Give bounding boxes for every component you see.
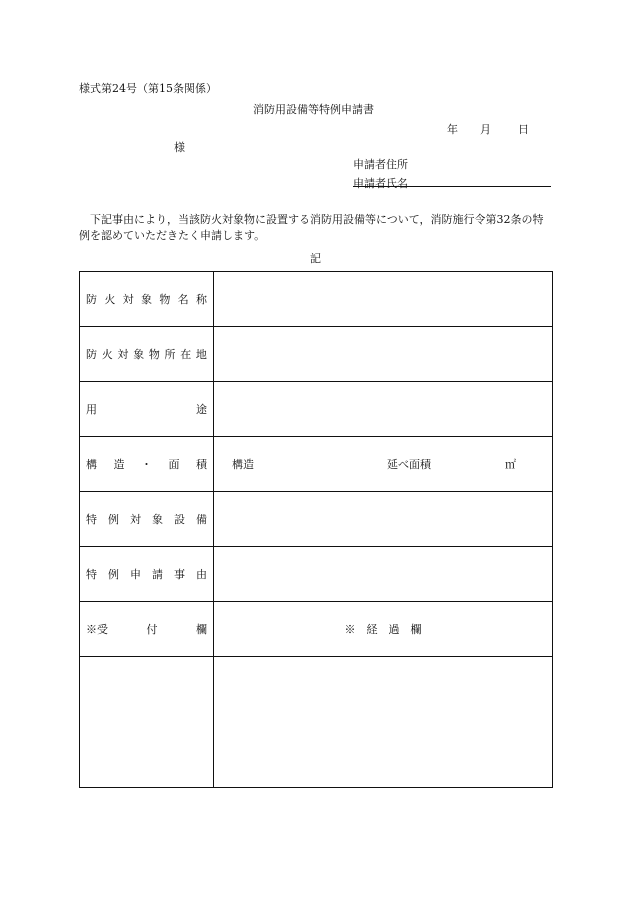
date-month: 月 bbox=[480, 123, 491, 136]
note-heading: 記 bbox=[310, 252, 321, 265]
area-unit: ㎡ bbox=[505, 458, 516, 471]
label-char: 対 bbox=[117, 348, 129, 361]
label-char: 申 bbox=[130, 568, 141, 581]
label-char: 地 bbox=[195, 348, 207, 361]
row-label bbox=[80, 492, 214, 547]
input-cell[interactable] bbox=[214, 382, 553, 437]
label-char: 物 bbox=[159, 293, 171, 306]
structure-label: 構造 bbox=[232, 458, 254, 471]
label-char: 事 bbox=[174, 568, 185, 581]
table-row bbox=[80, 327, 553, 382]
label-char: 特 bbox=[86, 513, 97, 526]
label-char: 例 bbox=[108, 568, 119, 581]
label-char: 対 bbox=[122, 293, 134, 306]
input-cell[interactable] bbox=[214, 327, 553, 382]
form-number: 様式第24号（第15条関係） bbox=[79, 82, 217, 95]
input-cell[interactable] bbox=[214, 272, 553, 327]
label-char: 象 bbox=[140, 293, 152, 306]
label-char: 象 bbox=[152, 513, 163, 526]
label-char: 名 bbox=[177, 293, 189, 306]
table-row bbox=[80, 437, 553, 492]
label-char: 象 bbox=[133, 348, 145, 361]
label-char: 途 bbox=[196, 403, 207, 416]
label-char: 物 bbox=[148, 348, 160, 361]
addressee-suffix: 様 bbox=[174, 141, 185, 154]
date-day: 日 bbox=[518, 123, 529, 136]
label-char: 火 bbox=[101, 348, 113, 361]
label-char: 積 bbox=[196, 458, 207, 471]
floor-area-label: 延べ面積 bbox=[387, 458, 431, 471]
label-char: 備 bbox=[196, 513, 207, 526]
label-char: 火 bbox=[104, 293, 116, 306]
input-cell[interactable] bbox=[214, 547, 553, 602]
label-char: 防 bbox=[86, 348, 97, 361]
label-char: 特 bbox=[86, 568, 97, 581]
label-char: 例 bbox=[108, 513, 119, 526]
table-row bbox=[80, 272, 553, 327]
applicant-name-label: 申請者氏名 bbox=[353, 177, 408, 190]
progress-header: ※ 経 過 欄 bbox=[214, 602, 553, 657]
label-char: 付 bbox=[146, 623, 158, 636]
applicant-address-label: 申請者住所 bbox=[353, 158, 408, 171]
label-char: 構 bbox=[86, 458, 97, 471]
label-char: 欄 bbox=[196, 623, 207, 636]
label-char: ・ bbox=[141, 458, 152, 471]
row-label bbox=[80, 272, 214, 327]
date-year: 年 bbox=[447, 123, 458, 136]
label-char: ※受 bbox=[86, 623, 108, 636]
label-char: 面 bbox=[168, 458, 180, 471]
table-row bbox=[80, 547, 553, 602]
label-char: 称 bbox=[195, 293, 207, 306]
row-label bbox=[80, 382, 214, 437]
table-row bbox=[80, 657, 553, 788]
reception-cell[interactable] bbox=[80, 657, 214, 788]
row-label bbox=[80, 547, 214, 602]
table-row bbox=[80, 602, 553, 657]
reception-header bbox=[80, 602, 214, 657]
applicant-name-underline bbox=[353, 186, 551, 187]
label-char: 在 bbox=[180, 348, 192, 361]
label-char: 用 bbox=[86, 403, 97, 416]
progress-cell[interactable] bbox=[214, 657, 553, 788]
table-row bbox=[80, 382, 553, 437]
label-char: 所 bbox=[164, 348, 176, 361]
row-label bbox=[80, 437, 214, 492]
label-char: 造 bbox=[113, 458, 125, 471]
row-label bbox=[80, 327, 214, 382]
application-table bbox=[79, 271, 553, 788]
application-statement: 下記事由により，当該防火対象物に設置する消防用設備等について，消防施行令第32条の特例を認めていただきたく申請します。 bbox=[79, 213, 544, 242]
structure-area-cell[interactable] bbox=[214, 437, 553, 492]
label-char: 由 bbox=[196, 568, 207, 581]
label-char: 設 bbox=[174, 513, 185, 526]
table-row bbox=[80, 492, 553, 547]
label-char: 防 bbox=[86, 293, 97, 306]
input-cell[interactable] bbox=[214, 492, 553, 547]
document-title: 消防用設備等特例申請書 bbox=[253, 103, 374, 116]
label-char: 対 bbox=[130, 513, 141, 526]
label-char: 請 bbox=[152, 568, 163, 581]
